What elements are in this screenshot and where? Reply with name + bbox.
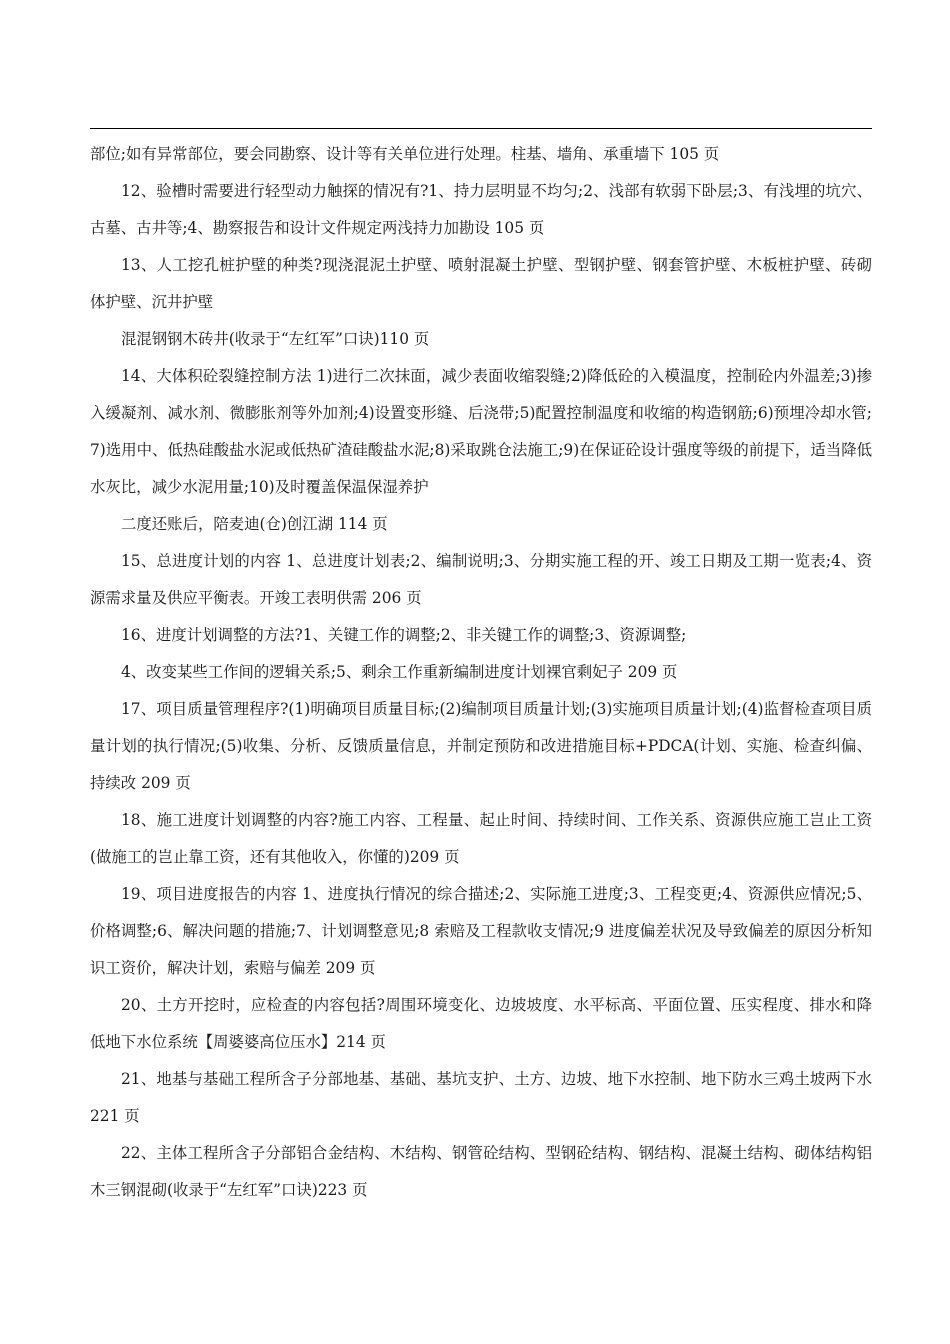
- paragraph-item-22: 22、主体工程所含子分部铝合金结构、木结构、钢管砼结构、型钢砼结构、钢结构、混凝土结构、砌体结构铝木三钢混砌(收录于“左红军”口诀)223 页: [90, 1144, 872, 1199]
- paragraph-item-12: 12、验槽时需要进行轻型动力触探的情况有?1、持力层明显不均匀;2、浅部有软弱下卧层;3、有浅埋的坑穴、古墓、古井等;4、勘察报告和设计文件规定两浅持力加勘设 105 页: [90, 182, 872, 237]
- paragraph-item-13: 13、人工挖孔桩护壁的种类?现浇混泥土护壁、喷射混凝土护壁、型钢护壁、钢套管护壁、木板桩护壁、砖砌体护壁、沉井护壁: [90, 256, 872, 311]
- paragraph-item-19: 19、项目进度报告的内容 1、进度执行情况的综合描述;2、实际施工进度;3、工程变更;4、资源供应情况;5、价格调整;6、解决问题的措施;7、计划调整意见;8 索赔及工程款收支情况;9 进度偏差状况及导致偏差的原因分析知识工资价，解决计划，索赔与偏差 209 页: [90, 885, 872, 977]
- paragraph-item-20: 20、土方开挖时，应检查的内容包括?周围环境变化、边坡坡度、水平标高、平面位置、压实程度、排水和降低地下水位系统【周婆婆高位压水】214 页: [90, 996, 872, 1051]
- paragraph-item-16: 16、进度计划调整的方法?1、关键工作的调整;2、非关键工作的调整;3、资源调整;: [121, 626, 687, 644]
- document-body: [90, 136, 872, 1209]
- paragraph-item-17: 17、项目质量管理程序?(1)明确项目质量目标;(2)编制项目质量计划;(3)实施项目质量计划;(4)监督检查项目质量计划的执行情况;(5)收集、分析、反馈质量信息，并制定预防和改进措施目标+PDCA(计划、实施、检查纠偏、持续改 209 页: [90, 700, 872, 792]
- paragraph-item-14: 14、大体积砼裂缝控制方法 1)进行二次抹面，减少表面收缩裂缝;2)降低砼的入模温度，控制砼内外温差;3)掺入缓凝剂、减水剂、微膨胀剂等外加剂;4)设置变形缝、后浇带;5)配置控制温度和收缩的构造钢筋;6)预埋冷却水管;7)选用中、低热硅酸盐水泥或低热矿渣硅酸盐水泥;8)采取跳仓法施工;9)在保证砼设计强度等级的前提下，适当降低水灰比，减少水泥用量;10)及时覆盖保温保湿养护: [90, 367, 872, 496]
- header-rule: [90, 128, 872, 129]
- paragraph-item-13-mnemonic: 混混钢钢木砖井(收录于“左红军”口诀)110 页: [121, 330, 430, 348]
- paragraph-item-18: 18、施工进度计划调整的内容?施工内容、工程量、起止时间、持续时间、工作关系、资源供应施工岂止工资(做施工的岂止靠工资，还有其他收入，你懂的)209 页: [90, 811, 872, 866]
- paragraph-item-14-mnemonic: 二度还账后，陪麦迪(仓)创江湖 114 页: [121, 515, 388, 533]
- paragraph-continuation: 部位;如有异常部位，要会同勘察、设计等有关单位进行处理。柱基、墙角、承重墙下 105 页: [90, 145, 720, 163]
- paragraph-item-16-continued: 4、改变某些工作间的逻辑关系;5、剩余工作重新编制进度计划裸官剩妃子 209 页: [121, 663, 678, 681]
- paragraph-item-21: 21、地基与基础工程所含子分部地基、基础、基坑支护、土方、边坡、地下水控制、地下防水三鸡土坡两下水 221 页: [90, 1070, 872, 1125]
- paragraph-item-15: 15、总进度计划的内容 1、总进度计划表;2、编制说明;3、分期实施工程的开、竣工日期及工期一览表;4、资源需求量及供应平衡表。开竣工表明供需 206 页: [90, 552, 872, 607]
